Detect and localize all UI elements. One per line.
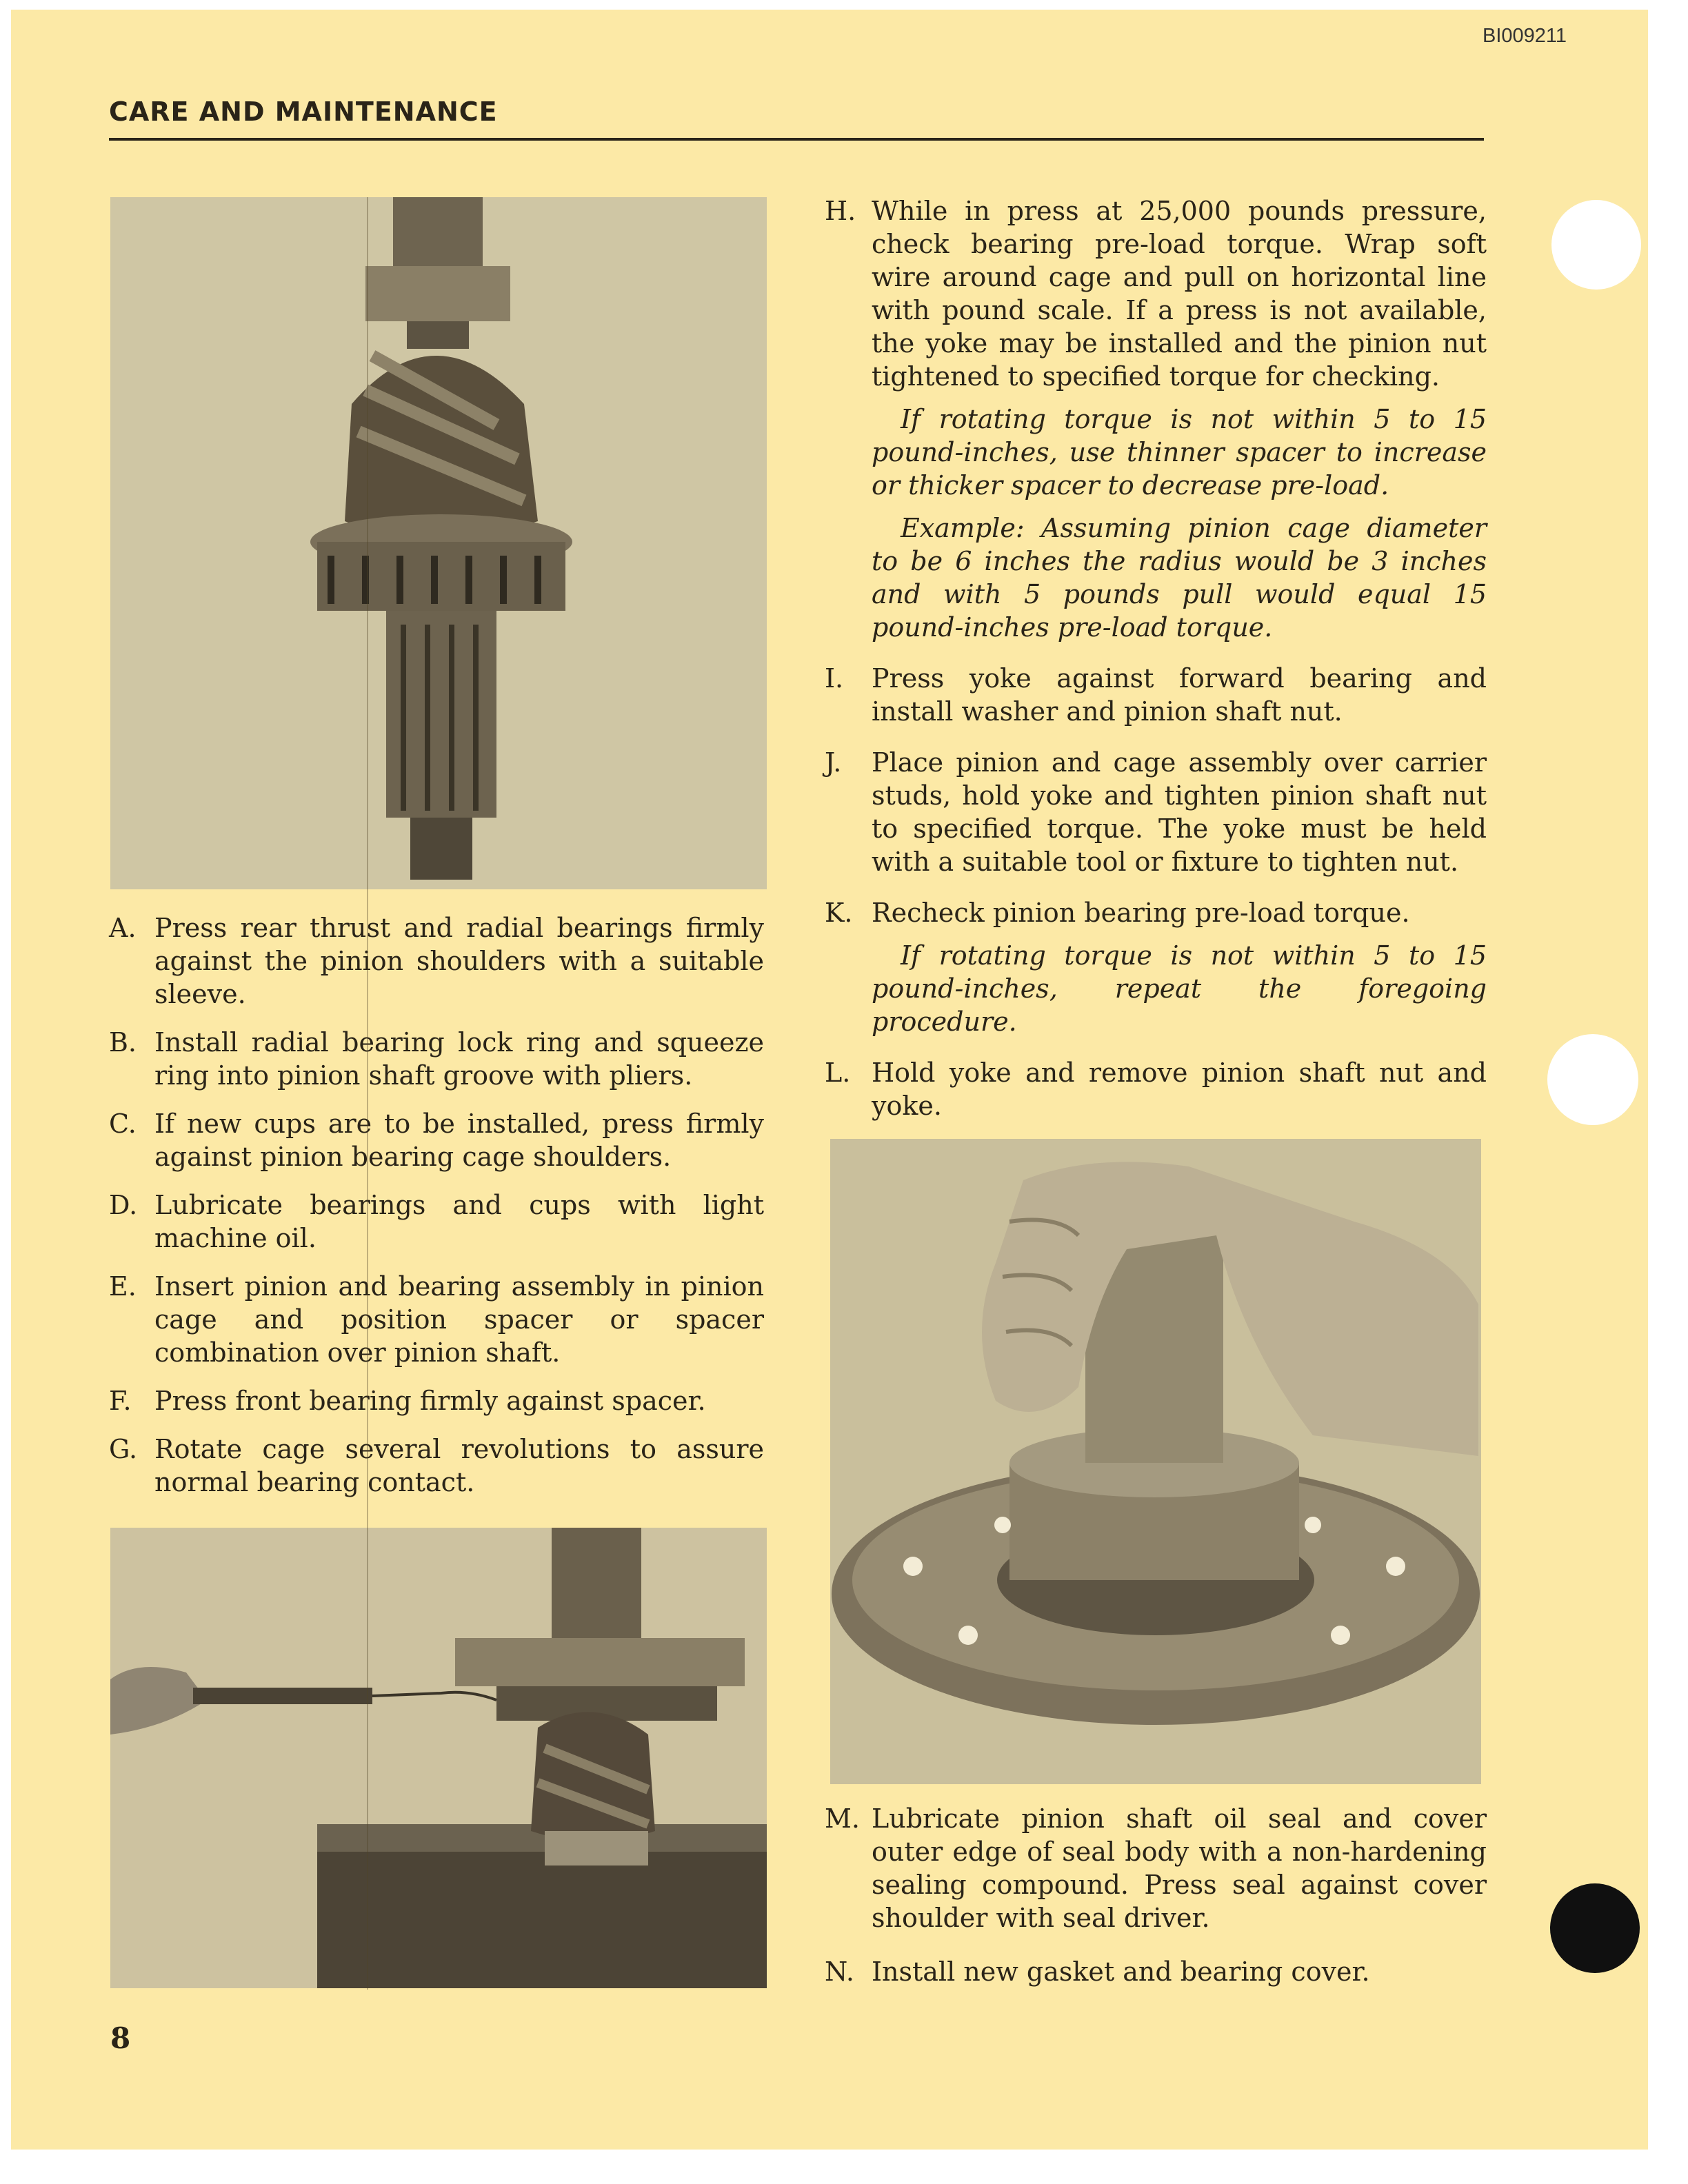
right-steps-list <box>825 194 1487 1140</box>
photo-preload-check <box>110 1528 767 1988</box>
step-g <box>109 1433 764 1499</box>
step-l <box>825 1056 1487 1122</box>
step-b <box>109 1026 764 1092</box>
left-steps-list <box>109 911 764 1514</box>
step-letter: B. <box>109 1027 137 1058</box>
step-letter: M. <box>825 1803 860 1834</box>
page-crease <box>367 197 368 1990</box>
step-letter: E. <box>109 1271 137 1302</box>
step-letter: N. <box>825 1957 854 1987</box>
right-bottom-steps-list <box>825 1802 1487 2009</box>
step-letter: I. <box>825 663 844 694</box>
step-letter: D. <box>109 1190 138 1220</box>
step-text: Press rear thrust and radial bearings firmly against the pinion shoulders with a suitable sleeve. <box>154 913 764 1009</box>
step-e <box>109 1270 764 1369</box>
step-i <box>825 662 1487 728</box>
step-m <box>825 1802 1487 1934</box>
step-note: If rotating torque is not within 5 to 15 pound-inches, use thinner spacer to increase or thicker spacer to decrease pre-load. <box>872 404 1487 501</box>
step-n <box>825 1955 1487 1988</box>
step-text: Press yoke against forward bearing and install washer and pinion shaft nut. <box>872 663 1487 727</box>
step-letter: F. <box>109 1386 132 1416</box>
step-text: Rotate cage several revolutions to assure normal bearing contact. <box>154 1434 764 1497</box>
step-text: Install new gasket and bearing cover. <box>872 1957 1370 1987</box>
photo-pinion-in-press <box>110 197 767 889</box>
step-letter: J. <box>825 747 842 778</box>
step-text: Place pinion and cage assembly over carrier studs, hold yoke and tighten pinion shaft nut to specified torque. The yoke must be held with a suitable tool or fixture to tighten nut. <box>872 747 1487 877</box>
step-f <box>109 1384 764 1417</box>
step-letter: H. <box>825 196 856 226</box>
step-text: Install radial bearing lock ring and squeeze ring into pinion shaft groove with pliers. <box>154 1027 764 1091</box>
step-example: Example: Assuming pinion cage diameter to be 6 inches the radius would be 3 inches and with 5 pounds pull would equal 15 pound-inches pre-load torque. <box>872 513 1487 643</box>
punch-hole-bottom <box>1550 1883 1640 1973</box>
step-a <box>109 911 764 1011</box>
step-text: Recheck pinion bearing pre-load torque. <box>872 898 1410 928</box>
step-k <box>825 896 1487 1038</box>
step-letter: K. <box>825 898 853 928</box>
step-text: Lubricate bearings and cups with light machine oil. <box>154 1190 764 1253</box>
step-h <box>825 194 1487 644</box>
punch-hole-middle <box>1547 1034 1638 1125</box>
section-title: CARE AND MAINTENANCE <box>109 97 498 127</box>
page-number: 8 <box>110 2021 131 2055</box>
step-j <box>825 746 1487 878</box>
header-rule <box>109 138 1484 141</box>
step-d <box>109 1189 764 1255</box>
step-c <box>109 1107 764 1173</box>
step-text: Lubricate pinion shaft oil seal and cover outer edge of seal body with a non-hardening sealing compound. Press seal against cover shoulder with seal driver. <box>872 1803 1487 1933</box>
step-letter: L. <box>825 1058 851 1088</box>
document-id: BI009211 <box>1483 25 1567 47</box>
step-text: If new cups are to be installed, press firmly against pinion bearing cage shoulders. <box>154 1109 764 1172</box>
photo-seal-installation <box>830 1139 1481 1784</box>
step-letter: C. <box>109 1109 137 1139</box>
step-text: While in press at 25,000 pounds pressure, check bearing pre-load torque. Wrap soft wire around cage and pull on horizontal line with pound scale. If a press is not available, the yoke may be installed and the pinion nut tightened to specified torque for checking. <box>872 196 1487 392</box>
step-letter: A. <box>109 913 137 943</box>
step-text: Insert pinion and bearing assembly in pinion cage and position spacer or spacer combination over pinion shaft. <box>154 1271 764 1368</box>
step-text: Press front bearing firmly against spacer. <box>154 1386 706 1416</box>
step-letter: G. <box>109 1434 138 1464</box>
punch-hole-top <box>1551 200 1641 290</box>
step-note: If rotating torque is not within 5 to 15 pound-inches, repeat the foregoing procedure. <box>872 940 1487 1037</box>
step-text: Hold yoke and remove pinion shaft nut and yoke. <box>872 1058 1487 1121</box>
